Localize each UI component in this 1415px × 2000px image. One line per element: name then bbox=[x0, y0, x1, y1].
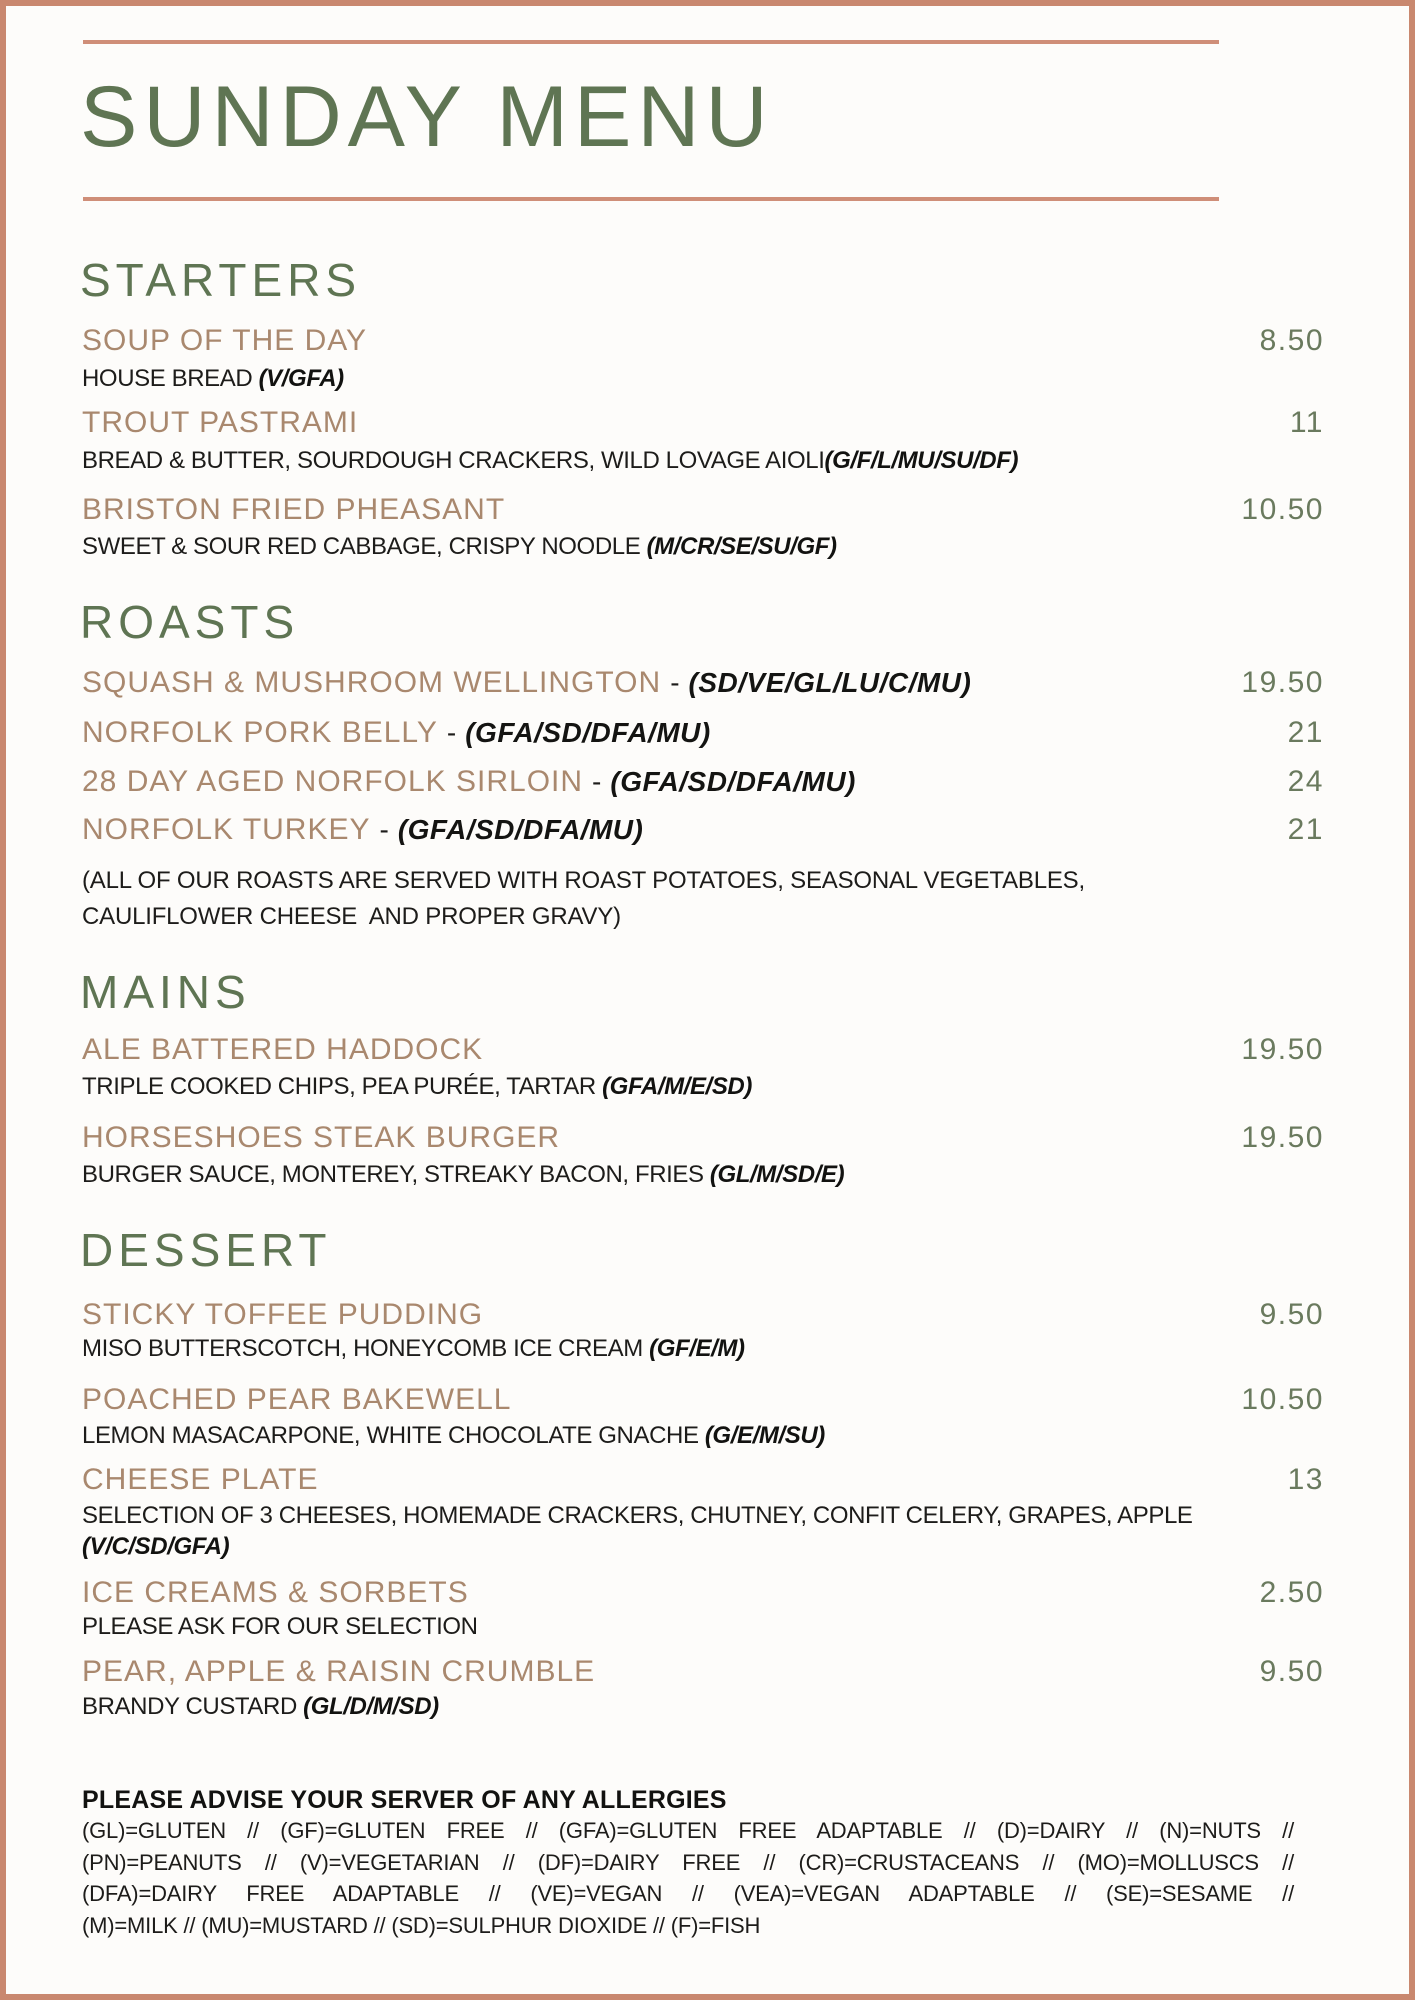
menu-item-row bbox=[6, 1576, 1409, 1610]
item-price: 19.50 bbox=[1241, 1033, 1324, 1066]
allergen-codes: (GFA/M/E/SD) bbox=[602, 1073, 752, 1100]
item-price: 21 bbox=[1287, 716, 1324, 749]
item-price: 19.50 bbox=[1241, 1121, 1324, 1154]
item-name-group bbox=[82, 813, 643, 847]
description-text: SWEET & SOUR RED CABBAGE, CRISPY NOODLE bbox=[82, 533, 647, 560]
allergen-codes: (GFA/SD/DFA/MU) bbox=[610, 766, 856, 797]
description-text: MISO BUTTERSCOTCH, HONEYCOMB ICE CREAM bbox=[82, 1335, 650, 1362]
item-name: TROUT PASTRAMI bbox=[82, 406, 359, 439]
name-allergen-separator: - bbox=[670, 667, 680, 698]
menu-item-row bbox=[6, 324, 1409, 358]
item-name: ALE BATTERED HADDOCK bbox=[82, 1033, 484, 1066]
allergen-codes: (GL/D/M/SD) bbox=[303, 1693, 439, 1720]
menu-item-row bbox=[6, 765, 1409, 799]
item-price: 9.50 bbox=[1259, 1655, 1324, 1688]
menu-item-row bbox=[6, 813, 1409, 847]
item-price: 8.50 bbox=[1259, 324, 1324, 357]
allergen-codes: (GF/E/M) bbox=[649, 1335, 745, 1362]
section-heading-starters: STARTERS bbox=[80, 254, 362, 306]
allergen-codes: (GL/M/SD/E) bbox=[709, 1161, 845, 1188]
item-description bbox=[82, 1691, 1309, 1722]
item-price: 19.50 bbox=[1241, 666, 1324, 699]
menu-item-row bbox=[6, 1298, 1409, 1332]
item-name: 28 DAY AGED NORFOLK SIRLOIN bbox=[82, 765, 584, 798]
menu-item-row bbox=[6, 716, 1409, 750]
description-text: SELECTION OF 3 CHEESES, HOMEMADE CRACKERS, CHUTNEY, CONFIT CELERY, GRAPES, APPLE bbox=[82, 1502, 1193, 1529]
section-heading-roasts: ROASTS bbox=[80, 596, 300, 648]
description-text: BREAD & BUTTER, SOURDOUGH CRACKERS, WILD LOVAGE AIOLI bbox=[82, 447, 825, 474]
item-name: SQUASH & MUSHROOM WELLINGTON bbox=[82, 666, 662, 699]
description-text: BURGER SAUCE, MONTEREY, STREAKY BACON, FRIES bbox=[82, 1161, 710, 1188]
item-price: 2.50 bbox=[1259, 1576, 1324, 1609]
item-name: ICE CREAMS & SORBETS bbox=[82, 1576, 469, 1609]
allergy-key-line: (GL)=GLUTEN // (GF)=GLUTEN FREE // (GFA)=GLUTEN FREE ADAPTABLE // (D)=DAIRY // (N)=NUTS // bbox=[82, 1818, 1294, 1843]
item-name: HORSESHOES STEAK BURGER bbox=[82, 1121, 561, 1154]
item-description bbox=[82, 1071, 1309, 1102]
menu-item-row bbox=[6, 1033, 1409, 1067]
menu-item-row bbox=[6, 1121, 1409, 1155]
menu-item-row bbox=[6, 666, 1409, 700]
name-allergen-separator: - bbox=[379, 814, 389, 845]
section-heading-dessert: DESSERT bbox=[80, 1224, 332, 1276]
allergen-codes: (V/GFA) bbox=[258, 365, 344, 392]
item-description bbox=[82, 1611, 1309, 1642]
item-name: CHEESE PLATE bbox=[82, 1463, 319, 1496]
name-allergen-separator: - bbox=[446, 717, 457, 748]
item-name: SOUP OF THE DAY bbox=[82, 324, 368, 357]
name-allergen-separator: - bbox=[592, 766, 602, 797]
item-name: BRISTON FRIED PHEASANT bbox=[82, 493, 506, 526]
item-price: 10.50 bbox=[1241, 1383, 1324, 1416]
item-price: 21 bbox=[1287, 813, 1324, 846]
description-text: TRIPLE COOKED CHIPS, PEA PURÉE, TARTAR bbox=[82, 1073, 603, 1100]
item-description bbox=[82, 1159, 1309, 1190]
item-description bbox=[82, 1500, 1309, 1562]
top-divider bbox=[83, 40, 1219, 44]
section-heading-mains: MAINS bbox=[80, 966, 251, 1018]
allergen-codes: (GFA/SD/DFA/MU) bbox=[465, 717, 711, 748]
allergy-notice-heading: PLEASE ADVISE YOUR SERVER OF ANY ALLERGIES bbox=[82, 1786, 727, 1814]
item-name-group bbox=[82, 666, 971, 700]
allergy-key-line: (M)=MILK // (MU)=MUSTARD // (SD)=SULPHUR DIOXIDE // (F)=FISH bbox=[82, 1912, 761, 1938]
description-text: BRANDY CUSTARD bbox=[82, 1693, 304, 1720]
description-text: HOUSE BREAD bbox=[82, 365, 259, 392]
item-name: PEAR, APPLE & RAISIN CRUMBLE bbox=[82, 1655, 596, 1688]
item-price: 10.50 bbox=[1241, 493, 1324, 526]
item-price: 24 bbox=[1287, 765, 1324, 798]
title-divider bbox=[83, 197, 1219, 201]
item-price: 9.50 bbox=[1259, 1298, 1324, 1331]
item-price: 11 bbox=[1289, 406, 1324, 439]
menu-item-row bbox=[6, 406, 1409, 440]
item-description bbox=[82, 531, 1309, 562]
item-name: STICKY TOFFEE PUDDING bbox=[82, 1298, 484, 1331]
allergen-codes: (SD/VE/GL/LU/C/MU) bbox=[688, 667, 972, 698]
menu-item-row bbox=[6, 1383, 1409, 1417]
item-price: 13 bbox=[1287, 1463, 1324, 1496]
menu-item-row bbox=[6, 1655, 1409, 1689]
allergen-codes: (V/C/SD/GFA) bbox=[82, 1533, 230, 1560]
allergy-key-line: (PN)=PEANUTS // (V)=VEGETARIAN // (DF)=DAIRY FREE // (CR)=CRUSTACEANS // (MO)=MOLLUSCS // bbox=[82, 1849, 1294, 1875]
item-description bbox=[82, 1420, 1309, 1451]
menu-item-row bbox=[6, 493, 1409, 527]
item-name-group bbox=[82, 716, 711, 750]
allergen-codes: (G/E/M/SU) bbox=[704, 1422, 825, 1449]
item-description bbox=[82, 445, 1309, 476]
roasts-note-line: (ALL OF OUR ROASTS ARE SERVED WITH ROAST POTATOES, SEASONAL VEGETABLES, bbox=[82, 867, 1085, 894]
allergy-key bbox=[82, 1815, 1294, 1941]
allergen-codes: (G/F/L/MU/SU/DF) bbox=[824, 447, 1019, 474]
item-description bbox=[82, 1333, 1309, 1364]
allergen-codes: (M/CR/SE/SU/GF) bbox=[646, 533, 837, 560]
item-name: POACHED PEAR BAKEWELL bbox=[82, 1383, 512, 1416]
page-title: SUNDAY MENU bbox=[80, 69, 774, 165]
item-name-group bbox=[82, 765, 856, 799]
item-name: NORFOLK PORK BELLY bbox=[82, 716, 438, 749]
description-text: LEMON MASACARPONE, WHITE CHOCOLATE GNACHE bbox=[82, 1422, 705, 1449]
roasts-note-line: CAULIFLOWER CHEESE AND PROPER GRAVY) bbox=[82, 903, 621, 930]
item-description bbox=[82, 363, 1309, 394]
description-text: PLEASE ASK FOR OUR SELECTION bbox=[82, 1613, 478, 1640]
menu-item-row bbox=[6, 1463, 1409, 1497]
allergy-key-line: (DFA)=DAIRY FREE ADAPTABLE // (VE)=VEGAN // (VEA)=VEGAN ADAPTABLE // (SE)=SESAME // bbox=[82, 1881, 1294, 1906]
allergen-codes: (GFA/SD/DFA/MU) bbox=[397, 814, 644, 845]
item-name: NORFOLK TURKEY bbox=[82, 813, 371, 846]
